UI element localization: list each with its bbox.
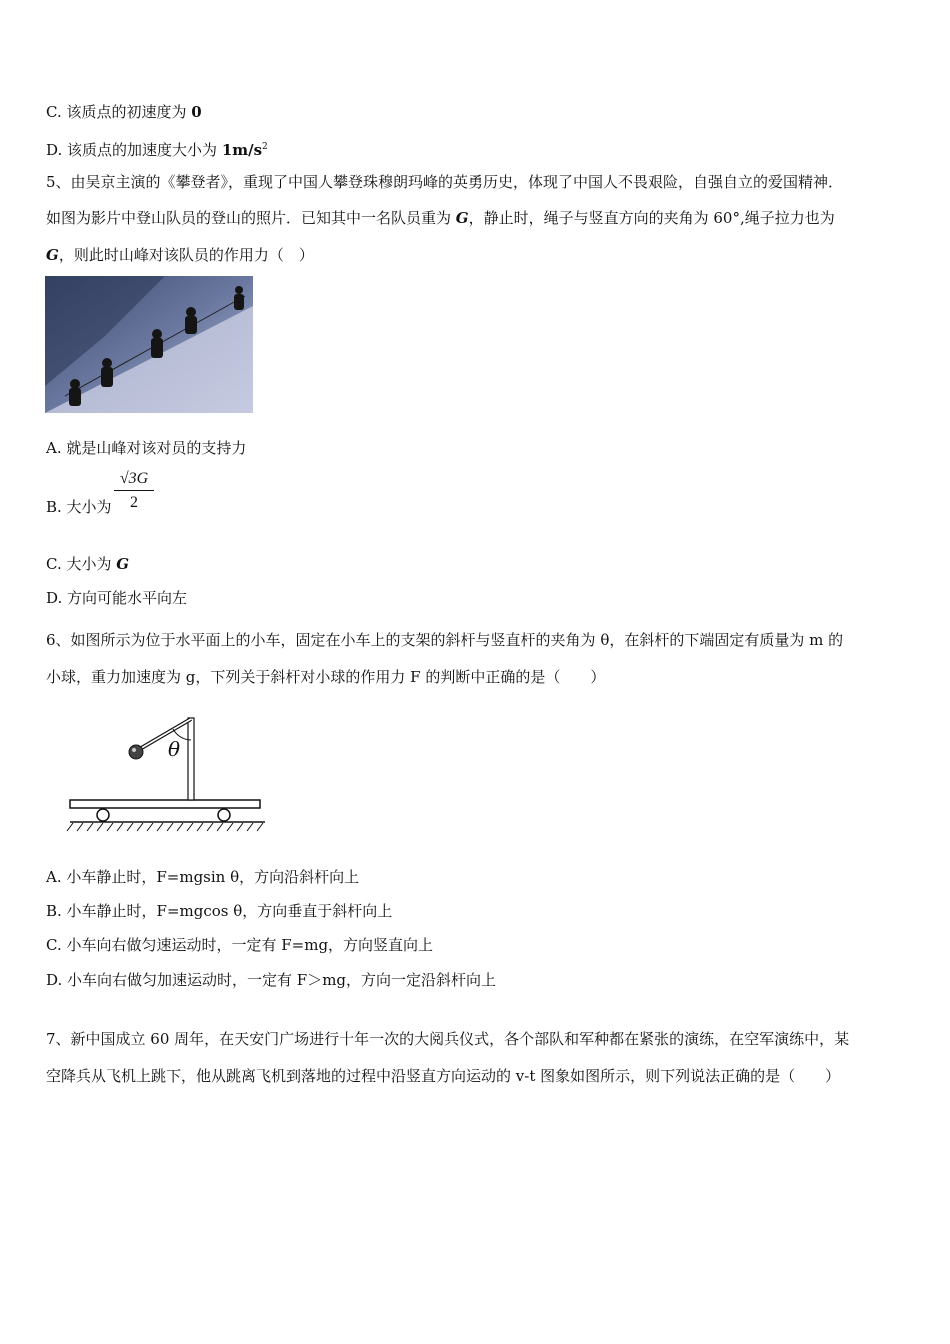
- q5-option-c: [46, 554, 129, 574]
- q4-option-d-exponent: 2: [262, 142, 268, 152]
- q6-option-a: A. 小车静止时，F=mgsin θ，方向沿斜杆向上: [46, 868, 360, 886]
- q7-stem-line2: 空降兵从飞机上跳下，他从跳离飞机到落地的过程中沿竖直方向运动的 v-t 图象如图所示，则下列说法正确的是（ ）: [46, 1067, 841, 1085]
- q5-weight-symbol-2: G: [46, 246, 59, 264]
- q4-option-c-text: C. 该质点的初速度为: [46, 103, 192, 121]
- q5-stem-line3-b: ，则此时山峰对该队员的作用力（ ）: [58, 246, 314, 264]
- q4-option-d-value: 1m/s: [221, 141, 263, 159]
- cart-wheel-right: [218, 809, 230, 821]
- q5-option-d: D. 方向可能水平向左: [46, 589, 188, 607]
- q4-option-c-value: 0: [191, 103, 202, 121]
- cart-diagram: [65, 710, 275, 836]
- fraction-denominator: 2: [130, 494, 138, 511]
- fraction-bar: [114, 490, 154, 491]
- q6-option-b: B. 小车静止时，F=mgcos θ，方向垂直于斜杆向上: [46, 902, 393, 920]
- q5-stem-line3: [46, 245, 314, 265]
- q4-option-c: [46, 102, 202, 122]
- q5-option-c-symbol: G: [116, 555, 130, 573]
- q6-stem-line2: 小球，重力加速度为 g，下列关于斜杆对小球的作用力 F 的判断中正确的是（ ）: [46, 668, 606, 686]
- q7-stem-line1: 7、新中国成立 60 周年，在天安门广场进行十年一次的大阅兵仪式，各个部队和军种都在紧张的演练，在空军演练中，某: [46, 1030, 850, 1048]
- fraction-numerator: √3G: [119, 470, 149, 487]
- q4-option-d: [46, 137, 268, 160]
- q6-option-c: C. 小车向右做匀速运动时，一定有 F=mg，方向竖直向上: [46, 936, 434, 954]
- q4-option-d-text: D. 该质点的加速度大小为: [46, 141, 222, 159]
- climbers-photo: [45, 276, 253, 413]
- q5-weight-symbol: G: [455, 209, 469, 227]
- q6-stem-line1: 6、如图所示为位于水平面上的小车，固定在小车上的支架的斜杆与竖直杆的夹角为 θ，在斜杆的下端固定有质量为 m 的: [46, 631, 844, 649]
- cart-wheel-left: [97, 809, 109, 821]
- cart-deck: [70, 800, 260, 808]
- theta-label: θ: [168, 737, 181, 761]
- q5-stem-line2-a: 如图为影片中登山队员的登山的照片．已知其中一名队员重为: [46, 209, 456, 227]
- vertical-rod: [188, 718, 194, 800]
- q5-stem-line1: 5、由吴京主演的《攀登者》，重现了中国人攀登珠穆朗玛峰的英勇历史，体现了中国人不畏艰险，自强自立的爱国精神．: [46, 173, 844, 191]
- q5-stem-line2: [46, 208, 835, 228]
- ball: [129, 745, 143, 759]
- q5-stem-line2-b: ，静止时，绳子与竖直方向的夹角为 60°,绳子拉力也为: [468, 209, 835, 227]
- q5-option-c-text: C. 大小为: [46, 555, 117, 573]
- q5-option-b: B. 大小为: [46, 498, 112, 516]
- q6-option-d: D. 小车向右做匀加速运动时，一定有 F＞mg，方向一定沿斜杆向上: [46, 971, 497, 989]
- q5-option-b-fraction: [114, 470, 154, 512]
- q5-option-a: A. 就是山峰对该对员的支持力: [46, 439, 247, 457]
